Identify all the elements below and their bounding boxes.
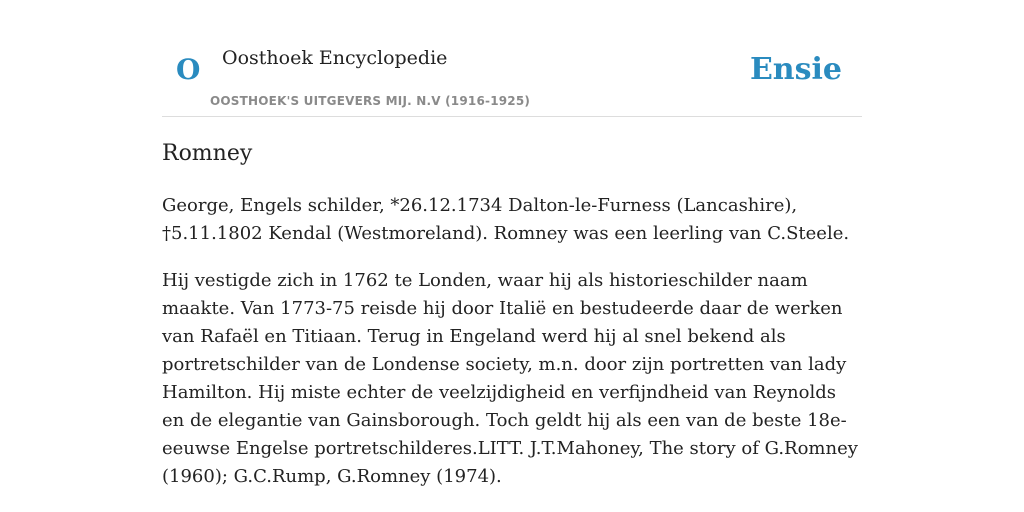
publisher-label: OOSTHOEK'S UITGEVERS MIJ. N.V (1916-1925) [210,94,531,108]
entry-paragraph-1: George, Engels schilder, *26.12.1734 Dalton-le-Furness (Lancashire), †5.11.1802 Kendal (Westmoreland). Romney was een leerling van C.Steele. [162,195,850,244]
entry-title: Romney [162,141,253,166]
site-header [162,0,862,117]
entry-content [162,136,862,491]
entry-paragraph-2: Hij vestigde zich in 1762 te Londen, waar hij als historieschilder naam maakte. Van 1773-75 reisde hij door Italië en bestudeerde daar de werken van Rafaël en Titiaan. Terug in Engeland werd hij al snel bekend als portretschilder van de Londense society, m.n. door zijn portretten van lady Hamilton. Hij miste echter de veelzijdigheid en verfijndheid van Reynolds en de elegantie van Gainsborough. Toch geldt hij als een van de beste 18e-eeuwse Engelse portretschilderes.LITT. J.T.Mahoney, The story of G.Romney (1960); G.C.Rump, G.Romney (1974). [162,270,858,487]
ensie-brand-link[interactable]: Ensie [749,52,842,87]
encyclopedia-title[interactable]: Oosthoek Encyclopedie [222,47,448,69]
oosthoek-logo-icon[interactable]: O [176,53,201,86]
